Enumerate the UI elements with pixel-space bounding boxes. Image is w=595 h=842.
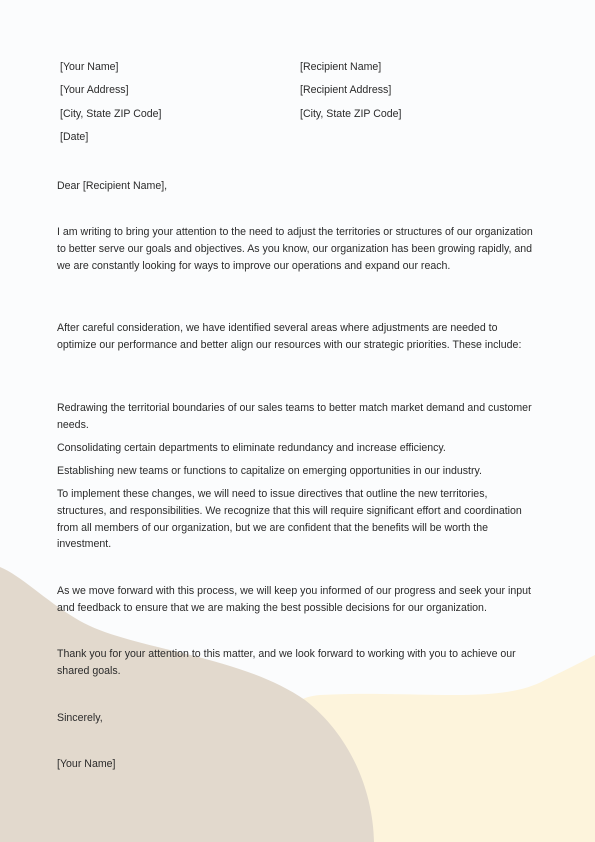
signature-name: [Your Name] <box>57 758 116 770</box>
letter-date: [Date] <box>60 131 89 143</box>
body-paragraph-4: As we move forward with this process, we will keep you informed of our progress and seek your input and feedback to ensure that we are making the best possible decisions for our organization. <box>57 585 531 614</box>
body-paragraph-5: Thank you for your attention to this matter, and we look forward to working with you to achieve our shared goals. <box>57 648 516 677</box>
list-item: Establishing new teams or functions to capitalize on emerging opportunities in our industry. <box>57 464 482 477</box>
recipient-name: [Recipient Name] <box>300 61 382 73</box>
list-item: Consolidating certain departments to eliminate redundancy and increase efficiency. <box>57 441 446 454</box>
list-item: Redrawing the territorial boundaries of our sales teams to better match market demand and customer needs. <box>57 402 532 431</box>
recipient-city: [City, State ZIP Code] <box>300 108 402 120</box>
body-paragraph-2: After careful consideration, we have identified several areas where adjustments are needed to optimize our performance and better align our resources with our strategic priorities. These include: <box>57 322 522 351</box>
body-paragraph-1: I am writing to bring your attention to the need to adjust the territories or structures of our organization to better serve our goals and objectives. As you know, our organization has been growing rapidly, and we are constantly looking for ways to improve our operations and expand our reach. <box>57 226 533 272</box>
sender-address: [Your Address] <box>60 84 129 96</box>
recipient-address: [Recipient Address] <box>300 84 392 96</box>
body-paragraph-3: To implement these changes, we will need to issue directives that outline the new territories, structures, and responsibilities. We recognize that this will require significant effort and coordination from all members of our organization, but we are confident that the benefits will be worth the investment. <box>57 488 522 551</box>
closing: Sincerely, <box>57 712 103 724</box>
salutation: Dear [Recipient Name], <box>57 180 168 192</box>
adjustment-list <box>57 400 539 486</box>
sender-name: [Your Name] <box>60 61 119 73</box>
sender-city: [City, State ZIP Code] <box>60 108 162 120</box>
